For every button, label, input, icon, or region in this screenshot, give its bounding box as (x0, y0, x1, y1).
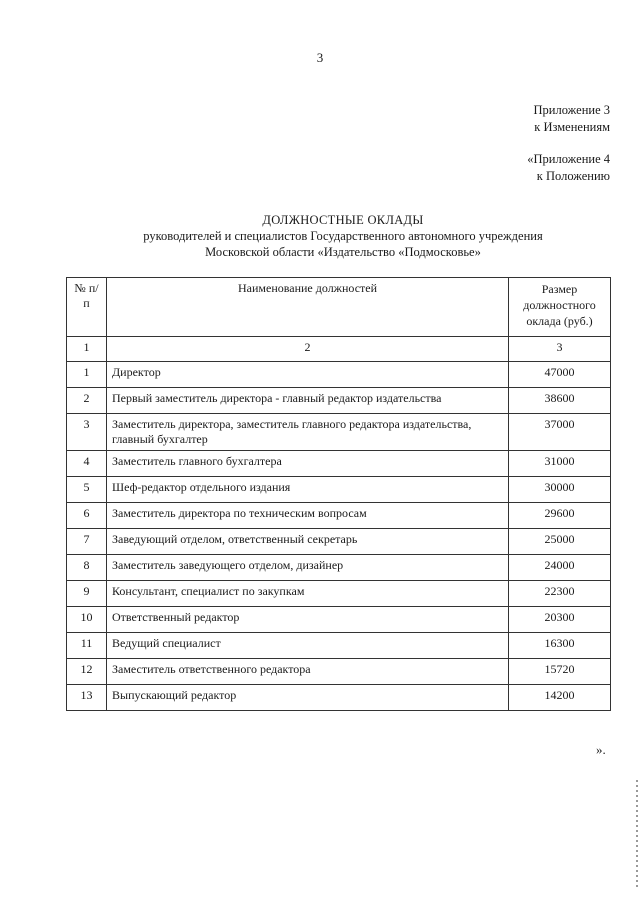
row-number: 9 (67, 581, 107, 607)
salary-value: 24000 (509, 555, 611, 581)
annex-line-1: Приложение 3 (533, 103, 610, 117)
row-number: 10 (67, 607, 107, 633)
row-number: 6 (67, 503, 107, 529)
position-name: Первый заместитель директора - главный редактор издательства (107, 388, 509, 414)
salary-value: 15720 (509, 659, 611, 685)
salary-value: 30000 (509, 477, 611, 503)
index-cell: 1 (67, 337, 107, 362)
table-row (67, 388, 611, 414)
salary-value: 20300 (509, 607, 611, 633)
scan-margin-mark (636, 780, 638, 890)
table-header-row (67, 278, 611, 337)
position-name: Заместитель ответственного редактора (107, 659, 509, 685)
annex-line-3: «Приложение 4 (527, 152, 610, 166)
table-row (67, 581, 611, 607)
salary-value: 38600 (509, 388, 611, 414)
table-row (67, 633, 611, 659)
index-cell: 2 (107, 337, 509, 362)
closing-quote: ». (596, 742, 606, 757)
table-row (67, 451, 611, 477)
position-name: Заместитель главного бухгалтера (107, 451, 509, 477)
header-position-name: Наименование должностей (107, 278, 509, 337)
position-name: Шеф-редактор отдельного издания (107, 477, 509, 503)
annex-reference (534, 102, 610, 136)
table-index-row (67, 337, 611, 362)
document-title (60, 212, 626, 260)
page-number: 3 (316, 50, 324, 65)
title-main: ДОЛЖНОСТНЫЕ ОКЛАДЫ (262, 213, 424, 227)
salary-value: 29600 (509, 503, 611, 529)
position-name: Заместитель директора по техническим вопросам (107, 503, 509, 529)
row-number: 11 (67, 633, 107, 659)
position-name: Консультант, специалист по закупкам (107, 581, 509, 607)
salary-value: 37000 (509, 414, 611, 451)
salary-value: 25000 (509, 529, 611, 555)
table-row (67, 362, 611, 388)
table-row (67, 529, 611, 555)
row-number: 7 (67, 529, 107, 555)
header-salary: Размер должностного оклада (руб.) (509, 278, 611, 337)
position-name: Выпускающий редактор (107, 685, 509, 711)
annex-line-4: к Положению (536, 169, 610, 183)
position-name: Заместитель директора, заместитель главного редактора издательства, главный бухгалтер (107, 414, 509, 451)
position-name: Заместитель заведующего отделом, дизайнер (107, 555, 509, 581)
title-subtitle-1: руководителей и специалистов Государственного автономного учреждения (143, 229, 543, 243)
row-number: 8 (67, 555, 107, 581)
row-number: 3 (67, 414, 107, 451)
table-row (67, 414, 611, 451)
table-row (67, 503, 611, 529)
annex-line-2: к Изменениям (534, 120, 610, 134)
title-subtitle-2: Московской области «Издательство «Подмосковье» (205, 245, 481, 259)
row-number: 2 (67, 388, 107, 414)
annex-reference-original (527, 151, 610, 185)
position-name: Ведущий специалист (107, 633, 509, 659)
index-cell: 3 (509, 337, 611, 362)
position-name: Ответственный редактор (107, 607, 509, 633)
salary-value: 47000 (509, 362, 611, 388)
table-row (67, 477, 611, 503)
position-name: Заведующий отделом, ответственный секретарь (107, 529, 509, 555)
table-row (67, 607, 611, 633)
salary-value: 22300 (509, 581, 611, 607)
table-row (67, 685, 611, 711)
salary-value: 16300 (509, 633, 611, 659)
row-number: 4 (67, 451, 107, 477)
header-number: № п/п (67, 278, 107, 337)
table-row (67, 659, 611, 685)
row-number: 12 (67, 659, 107, 685)
salary-table (66, 277, 611, 711)
position-name: Директор (107, 362, 509, 388)
row-number: 5 (67, 477, 107, 503)
salary-value: 14200 (509, 685, 611, 711)
table-row (67, 555, 611, 581)
salary-value: 31000 (509, 451, 611, 477)
row-number: 13 (67, 685, 107, 711)
row-number: 1 (67, 362, 107, 388)
